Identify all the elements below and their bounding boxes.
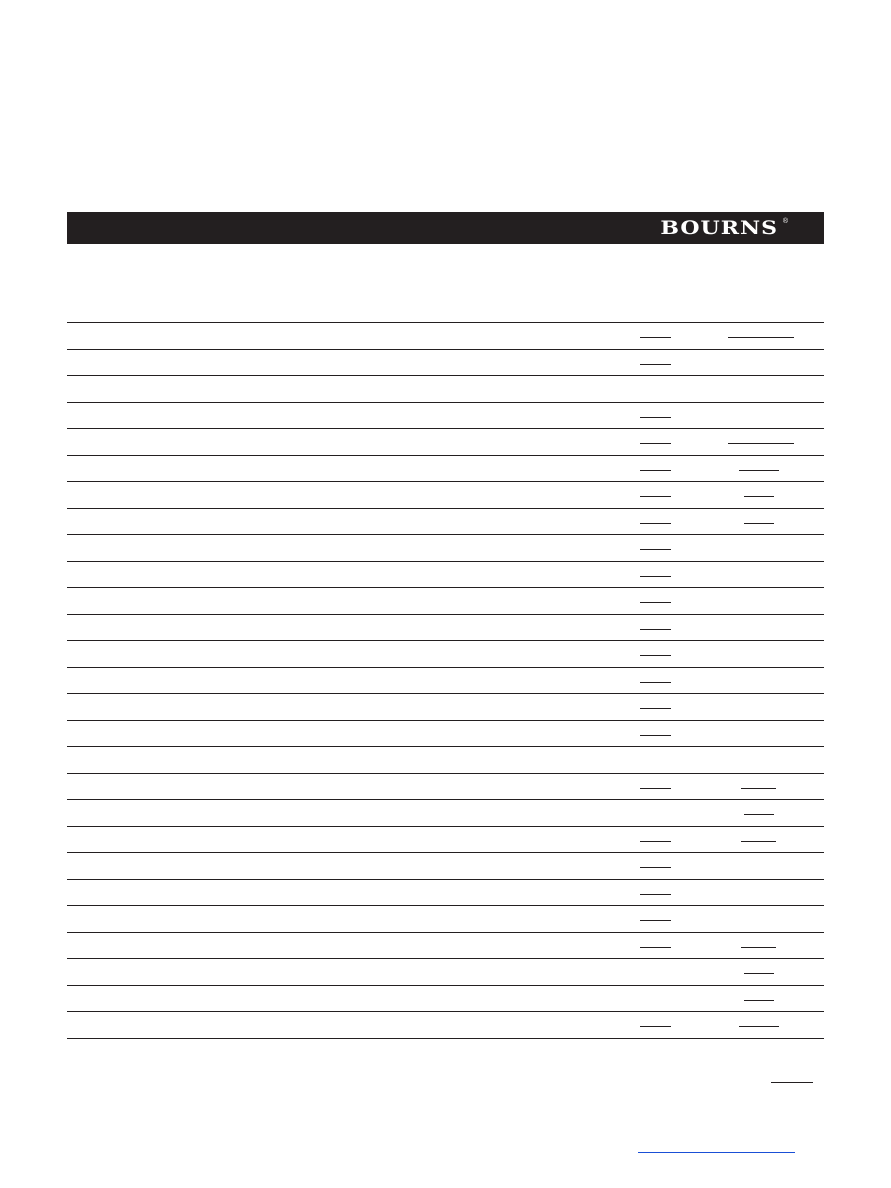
fill-in-blank[interactable]: [640, 549, 671, 550]
table-row: [67, 349, 824, 376]
brand-header-bar: [67, 212, 824, 244]
fill-in-blank[interactable]: [640, 947, 671, 948]
table-row: [67, 508, 824, 535]
fill-in-blank[interactable]: [741, 947, 776, 948]
table-row: [67, 720, 824, 747]
fill-in-blank[interactable]: [640, 602, 671, 603]
fill-in-blank[interactable]: [744, 814, 774, 815]
fill-in-blank[interactable]: [640, 894, 671, 895]
form-table: [67, 322, 824, 1039]
table-row: [67, 587, 824, 614]
fill-in-blank[interactable]: [640, 523, 671, 524]
table-row: [67, 322, 824, 349]
fill-in-blank[interactable]: [640, 682, 671, 683]
table-row: [67, 693, 824, 720]
table-row: [67, 1011, 824, 1038]
table-row: [67, 614, 824, 641]
fill-in-blank[interactable]: [728, 443, 794, 444]
fill-in-blank[interactable]: [640, 920, 671, 921]
table-row: [67, 932, 824, 959]
fill-in-blank[interactable]: [744, 1000, 774, 1001]
footer-link-underline[interactable]: [638, 1152, 795, 1153]
fill-in-blank[interactable]: [640, 417, 671, 418]
fill-in-blank[interactable]: [744, 496, 774, 497]
fill-in-blank[interactable]: [640, 576, 671, 577]
table-row: [67, 640, 824, 667]
fill-in-blank[interactable]: [640, 443, 671, 444]
fill-in-blank[interactable]: [640, 708, 671, 709]
table-row: [67, 481, 824, 508]
table-row: [67, 667, 824, 694]
bourns-logo: BOURNS: [660, 216, 778, 240]
table-row: [67, 852, 824, 879]
table-row: [67, 826, 824, 853]
fill-in-blank[interactable]: [640, 470, 671, 471]
fill-in-blank[interactable]: [739, 470, 779, 471]
table-row: [67, 375, 824, 402]
table-row: [67, 561, 824, 588]
fill-in-blank[interactable]: [739, 1026, 779, 1027]
table-row: [67, 905, 824, 932]
table-row: [67, 879, 824, 906]
table-row: [67, 746, 824, 773]
table-bottom-rule: [67, 1038, 824, 1039]
table-row: [67, 773, 824, 800]
registered-mark: ®: [782, 218, 788, 225]
fill-in-blank[interactable]: [640, 788, 671, 789]
fill-in-blank[interactable]: [640, 629, 671, 630]
fill-in-blank[interactable]: [640, 867, 671, 868]
table-row: [67, 428, 824, 455]
fill-in-blank[interactable]: [640, 364, 671, 365]
table-row: [67, 958, 824, 985]
fill-in-blank[interactable]: [744, 523, 774, 524]
fill-in-blank[interactable]: [741, 841, 776, 842]
table-row: [67, 402, 824, 429]
table-row: [67, 799, 824, 826]
fill-in-blank[interactable]: [728, 337, 794, 338]
fill-in-blank[interactable]: [741, 788, 776, 789]
fill-in-blank[interactable]: [640, 337, 671, 338]
table-row: [67, 534, 824, 561]
table-row: [67, 985, 824, 1012]
table-row: [67, 455, 824, 482]
fill-in-blank[interactable]: [640, 735, 671, 736]
fill-in-blank[interactable]: [640, 1026, 671, 1027]
fill-in-blank[interactable]: [640, 841, 671, 842]
fill-in-blank[interactable]: [640, 655, 671, 656]
footer-blank-line: [771, 1082, 813, 1083]
fill-in-blank[interactable]: [744, 973, 774, 974]
fill-in-blank[interactable]: [640, 496, 671, 497]
